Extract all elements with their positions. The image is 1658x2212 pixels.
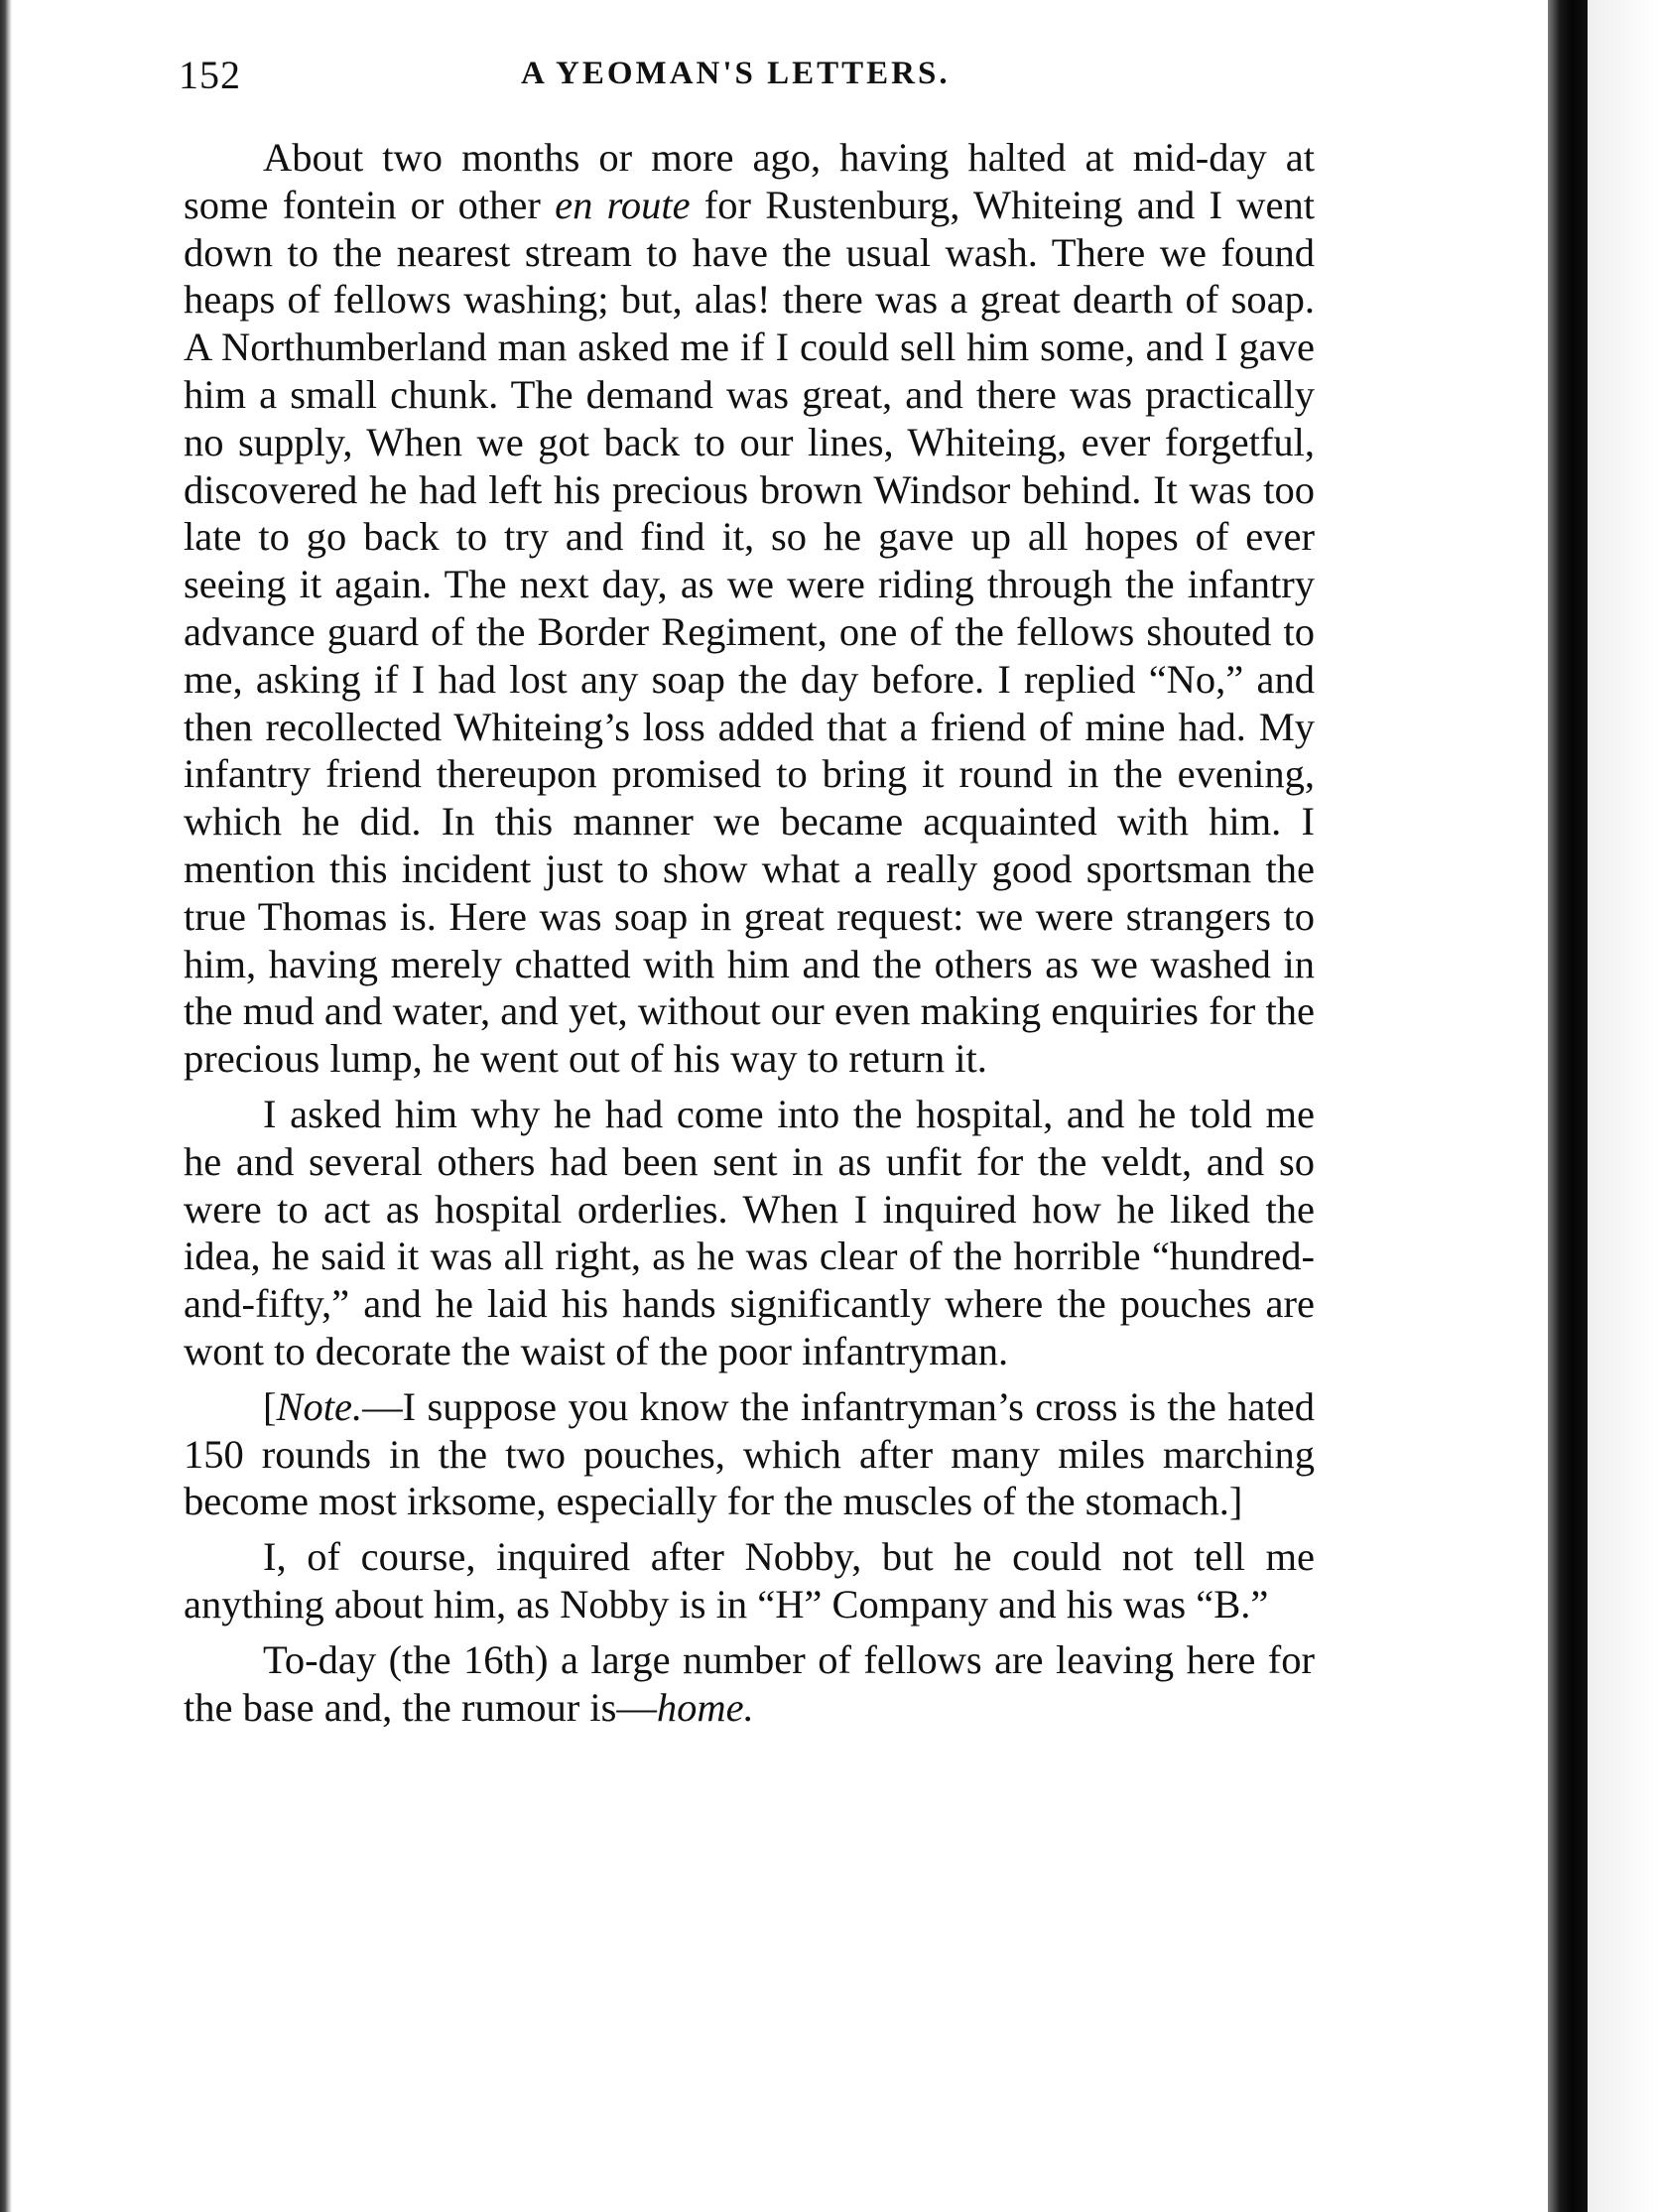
paragraph-text: About two months or more ago, having halted at mid-day at some fontein or other: [184, 135, 1315, 227]
text-block: [184, 134, 1315, 1731]
running-title: A YEOMAN'S LETTERS.: [521, 56, 951, 91]
page-right-margin: [1588, 0, 1658, 2212]
running-head: [179, 52, 1320, 111]
paragraph-text: I asked him why he had come into the hospital, and he told me he and several others had been sent in as unfit for the veldt, and so were to act as hospital orderlies. When I inquired how he liked the idea, he said it was all right, as he was clear of the horrible “hundred-and-fifty,” and he laid his hands significantly where the pouches are wont to decorate the waist of the poor infantryman.: [184, 1091, 1315, 1373]
paragraph-text: To-day (the 16th) a large number of fellows are leaving here for the base and, the rumour is—: [184, 1636, 1315, 1730]
paragraph-leaving: [184, 1636, 1315, 1732]
italic-word: home.: [656, 1684, 754, 1730]
paragraph-nobby: [184, 1533, 1315, 1628]
page-left-edge-shadow: [0, 0, 12, 2212]
paragraph-hospital: [184, 1091, 1315, 1375]
paragraph-soap-story: [184, 134, 1315, 1083]
paragraph-text: for Rustenburg, Whiteing and I went down to the nearest stream to have the usual wash. There we found heaps of fellows washing; but, alas! there was a great dearth of soap. A Northumberland man asked me if I could sell him some, and I gave him a small chunk. The demand was great, and there was practically no supply, When we got back to our lines, Whiteing, ever forgetful, discovered he had left his precious brown Windsor behind. It was too late to go back to try and find it, so he gave up all hopes of ever seeing it again. The next day, as we were riding through the infantry advance guard of the Border Regiment, one of the fellows shouted to me, asking if I had lost any soap the day before. I replied “No,” and then recollected Whiteing’s loss added that a friend of mine had. My infantry friend thereupon promised to bring it round in the evening, which he did. In this manner we became acquainted with him. I mention this incident just to show what a really good sportsman the true Thomas is. Here was soap in great request: we were strangers to him, having merely chatted with him and the others as we washed in the mud and water, and yet, without our even making enquiries for the precious lump, he went out of his way to return it.: [184, 182, 1315, 1082]
italic-phrase: en route: [555, 182, 691, 227]
page-number: 152: [179, 53, 241, 97]
paragraph-note: [184, 1383, 1315, 1525]
note-label: Note.: [276, 1383, 363, 1429]
book-spine-shadow: [1548, 0, 1588, 2212]
bracket-open: [: [263, 1383, 277, 1429]
paragraph-text: I, of course, inquired after Nobby, but he could not tell me anything about him, as Nobby is in “H” Company and his was “B.”: [184, 1534, 1315, 1626]
paragraph-text: —I suppose you know the infantryman’s cross is the hated 150 rounds in the two pouches, which after many miles marching become most irksome, especially for the muscles of the stomach.]: [184, 1383, 1315, 1524]
